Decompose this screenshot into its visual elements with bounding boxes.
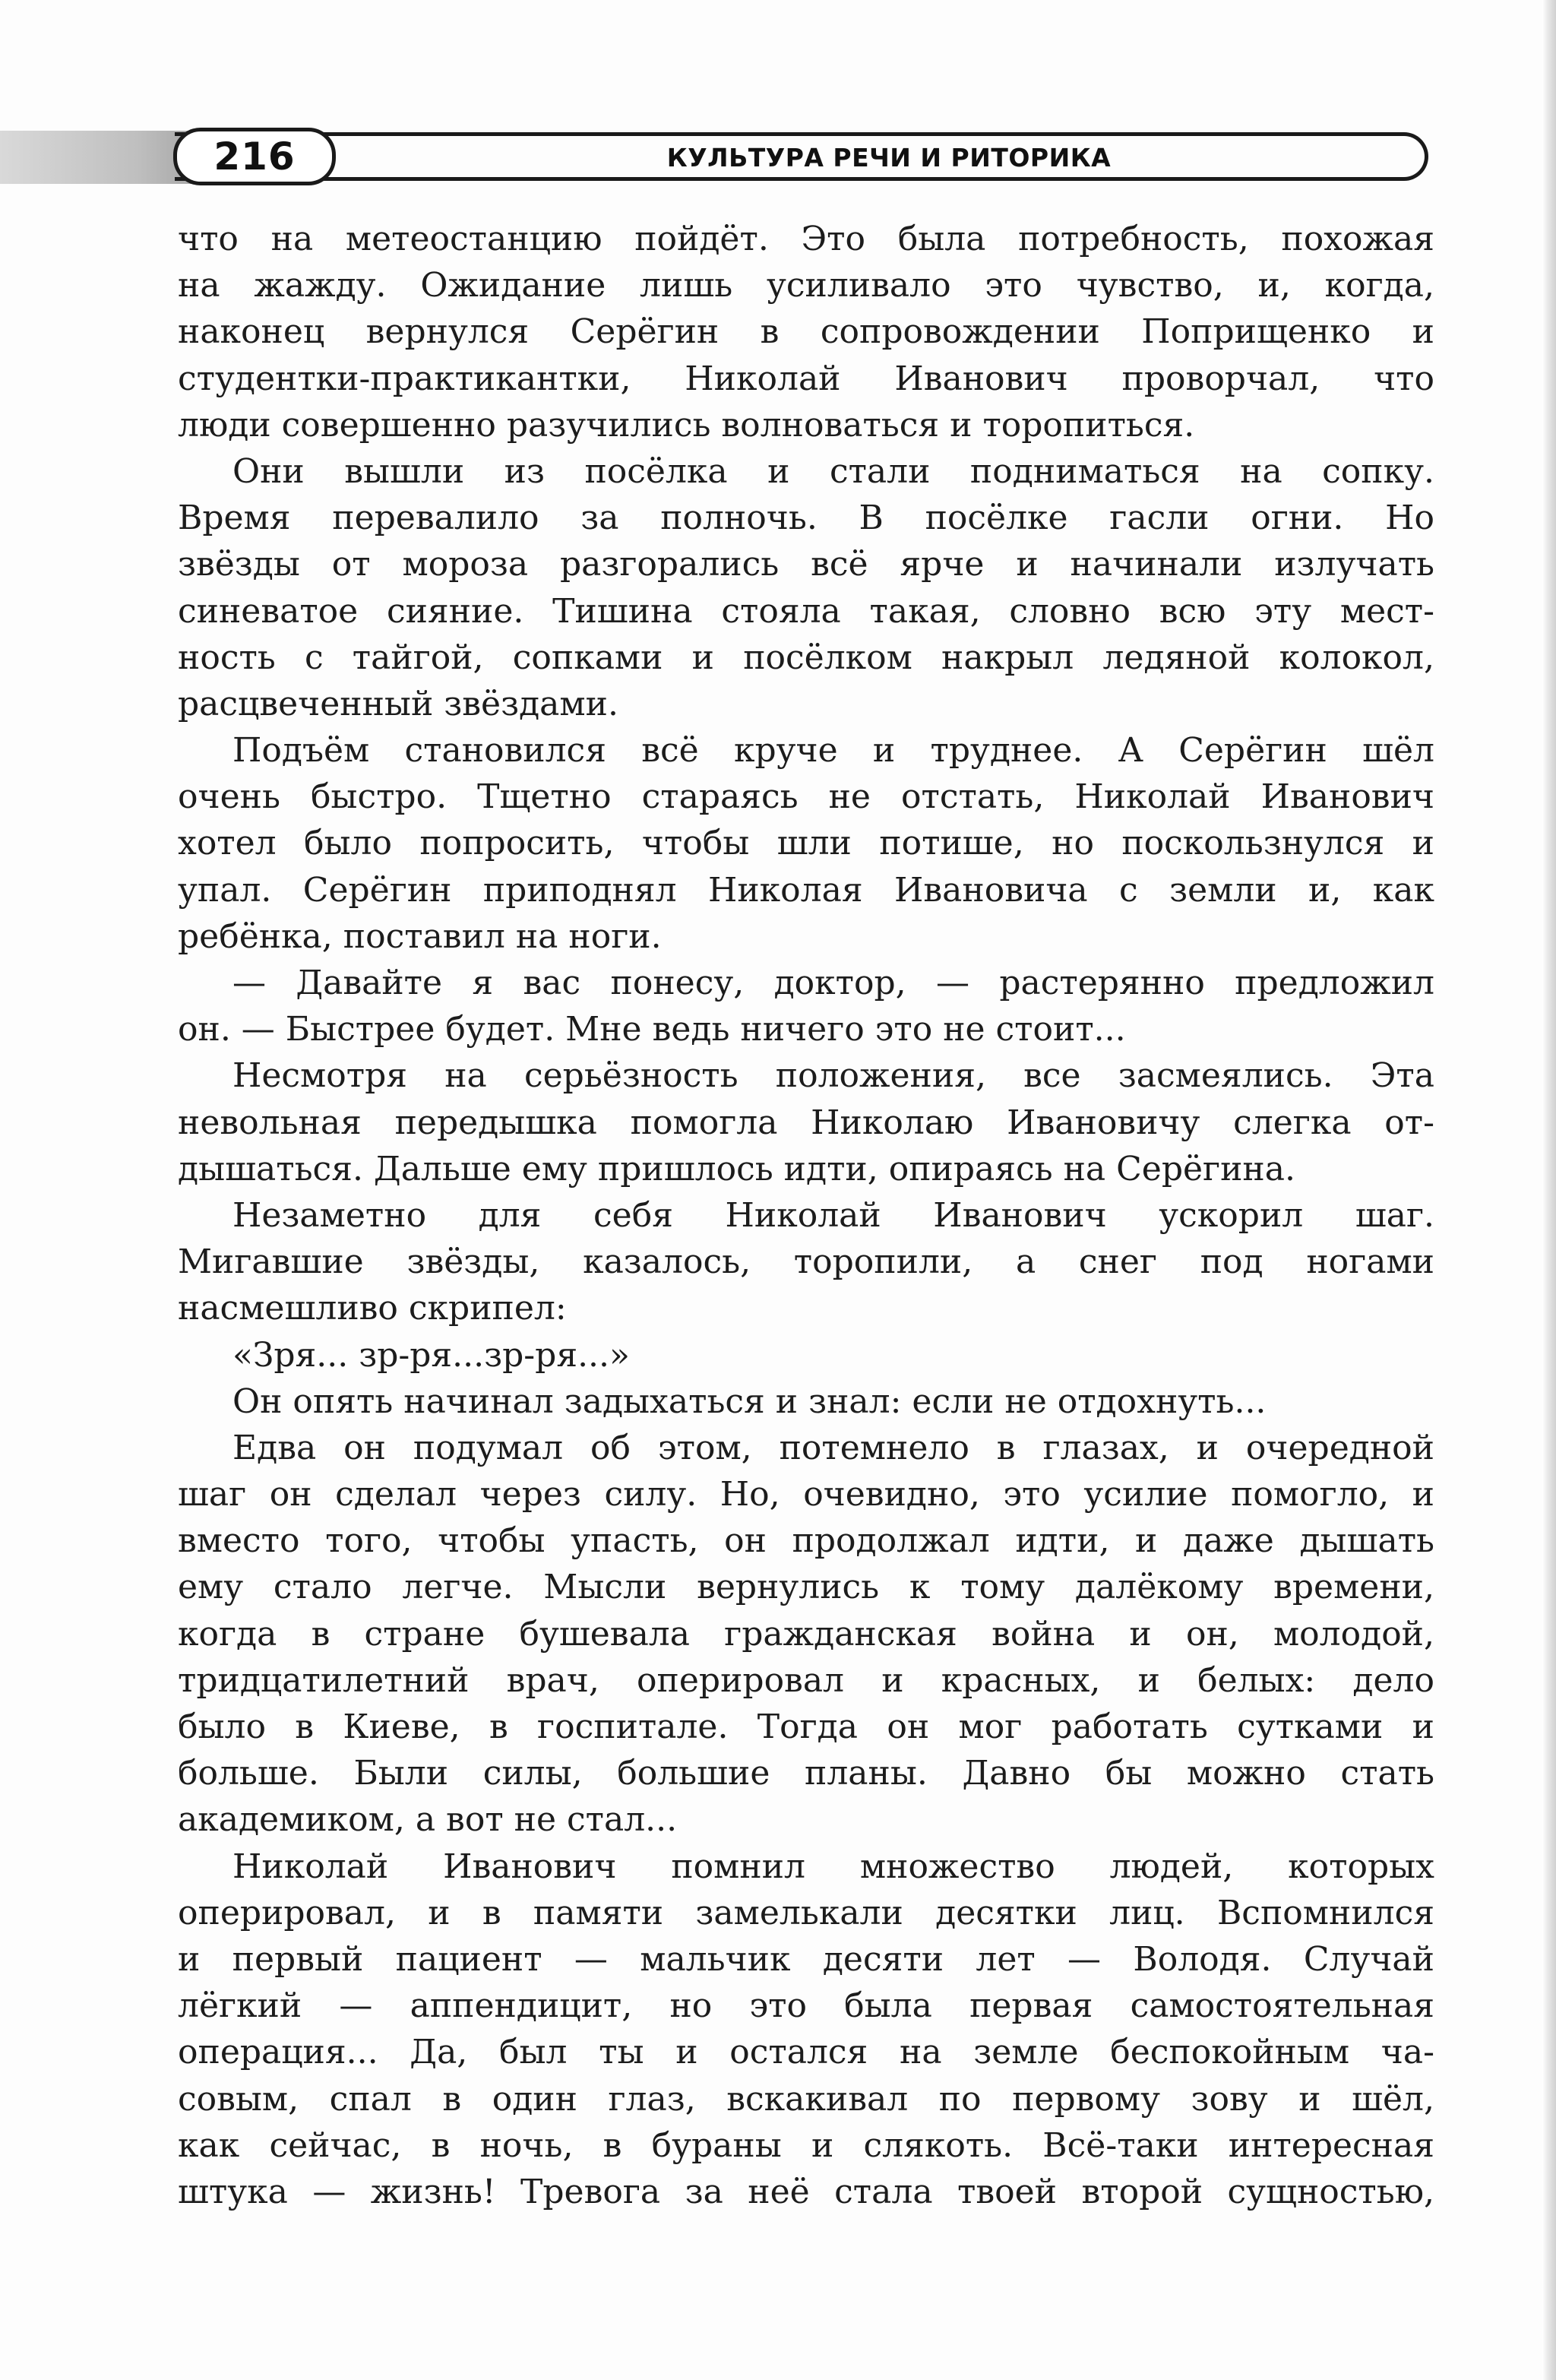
text-line: расцвеченный звёздами. bbox=[178, 684, 618, 723]
text-line: на жажду. Ожидание лишь усиливало это чувство, и, когда, bbox=[178, 266, 1434, 305]
text-line: Он опять начинал задыхаться и знал: если не отдохнуть... bbox=[232, 1381, 1267, 1421]
text-line: Подъём становился всё круче и труднее. А Серёгин шёл bbox=[232, 731, 1434, 771]
text-line: Время перевалило за полночь. В посёлке гасли огни. Но bbox=[178, 498, 1434, 538]
text-line: люди совершенно разучились волноваться и торопиться. bbox=[178, 405, 1195, 445]
text-line: вместо того, чтобы упасть, он продолжал идти, и даже дышать bbox=[178, 1521, 1434, 1561]
text-line: ребёнка, поставил на ноги. bbox=[178, 916, 662, 956]
page-number: 216 bbox=[213, 135, 296, 179]
text-line: академиком, а вот не стал... bbox=[178, 1800, 678, 1840]
page-edge-shadow bbox=[1542, 0, 1556, 2380]
text-line: невольная передышка помогла Николаю Ивановичу слегка от- bbox=[178, 1103, 1434, 1142]
text-line: студентки-практикантки, Николай Иванович проворчал, что bbox=[178, 359, 1434, 398]
text-line: ность с тайгой, сопками и посёлком накрыл ледяной колокол, bbox=[178, 638, 1434, 677]
text-line: как сейчас, в ночь, в бураны и слякоть. Всё-таки интересная bbox=[178, 2125, 1434, 2165]
text-line: упал. Серёгин приподнял Николая Ивановича с земли и, как bbox=[178, 870, 1434, 910]
text-line: — Давайте я вас понесу, доктор, — растерянно предложил bbox=[232, 964, 1434, 1002]
text-line: насмешливо скрипел: bbox=[178, 1289, 567, 1328]
text-line: когда в стране бушевала гражданская война и он, молодой, bbox=[178, 1614, 1434, 1654]
text-line: Едва он подумал об этом, потемнело в глазах, и очередной bbox=[232, 1428, 1434, 1467]
text-line: Они вышли из посёлка и стали подниматься на сопку. bbox=[232, 451, 1434, 491]
text-line: «Зря... зр-ря...зр-ря...» bbox=[232, 1335, 630, 1375]
text-line: хотел было попросить, чтобы шли потише, но поскользнулся и bbox=[178, 824, 1434, 863]
text-line: Николай Иванович помнил множество людей, которых bbox=[232, 1847, 1434, 1886]
text-line: Мигавшие звёзды, казалось, торопили, а снег под ногами bbox=[178, 1242, 1434, 1282]
text-line: синеватое сияние. Тишина стояла такая, словно всю эту мест- bbox=[178, 591, 1434, 631]
text-line: было в Киеве, в госпитале. Тогда он мог работать сутками и bbox=[178, 1707, 1434, 1746]
text-line: больше. Были силы, большие планы. Давно бы можно стать bbox=[178, 1754, 1434, 1793]
text-line: совым, спал в один глаз, вскакивал по первому зову и шёл, bbox=[178, 2079, 1434, 2119]
page-number-box bbox=[173, 128, 336, 185]
text-line: тридцатилетний врач, оперировал и красных, и белых: дело bbox=[178, 1660, 1434, 1700]
text-line: штука — жизнь! Тревога за неё стала твоей второй сущностью, bbox=[178, 2172, 1434, 2211]
text-line: наконец вернулся Серёгин в сопровождении Поприщенко и bbox=[178, 312, 1434, 352]
text-line: лёгкий — аппендицит, но это была первая самостоятельная bbox=[178, 1986, 1434, 2026]
text-line: оперировал, и в памяти замелькали десятки лиц. Вспомнился bbox=[178, 1893, 1434, 1932]
text-line: очень быстро. Тщетно стараясь не отстать, Николай Иванович bbox=[178, 777, 1434, 817]
text-line: Несмотря на серьёзность положения, все засмеялись. Эта bbox=[232, 1056, 1434, 1096]
text-line: он. — Быстрее будет. Мне ведь ничего это не стоит... bbox=[178, 1010, 1126, 1049]
text-line: Незаметно для себя Николай Иванович ускорил шаг. bbox=[232, 1195, 1434, 1235]
text-line: и первый пациент — мальчик десяти лет — Володя. Случай bbox=[178, 1939, 1434, 1979]
text-line: ему стало легче. Мысли вернулись к тому далёкому времени, bbox=[178, 1568, 1434, 1607]
text-line: шаг он сделал через силу. Но, очевидно, это усилие помогло, и bbox=[178, 1475, 1434, 1514]
body-text bbox=[178, 216, 1434, 2215]
text-line: звёзды от мороза разгорались всё ярче и начинали излучать bbox=[178, 545, 1434, 584]
text-line: что на метеостанцию пойдёт. Это была потребность, похожая bbox=[178, 220, 1434, 258]
text-line: дышаться. Дальше ему пришлось идти, опираясь на Серёгина. bbox=[178, 1149, 1295, 1188]
running-title: КУЛЬТУРА РЕЧИ И РИТОРИКА bbox=[666, 142, 1112, 172]
page-header bbox=[0, 128, 1436, 188]
text-line: операция... Да, был ты и остался на земле беспокойным ча- bbox=[178, 2033, 1434, 2072]
